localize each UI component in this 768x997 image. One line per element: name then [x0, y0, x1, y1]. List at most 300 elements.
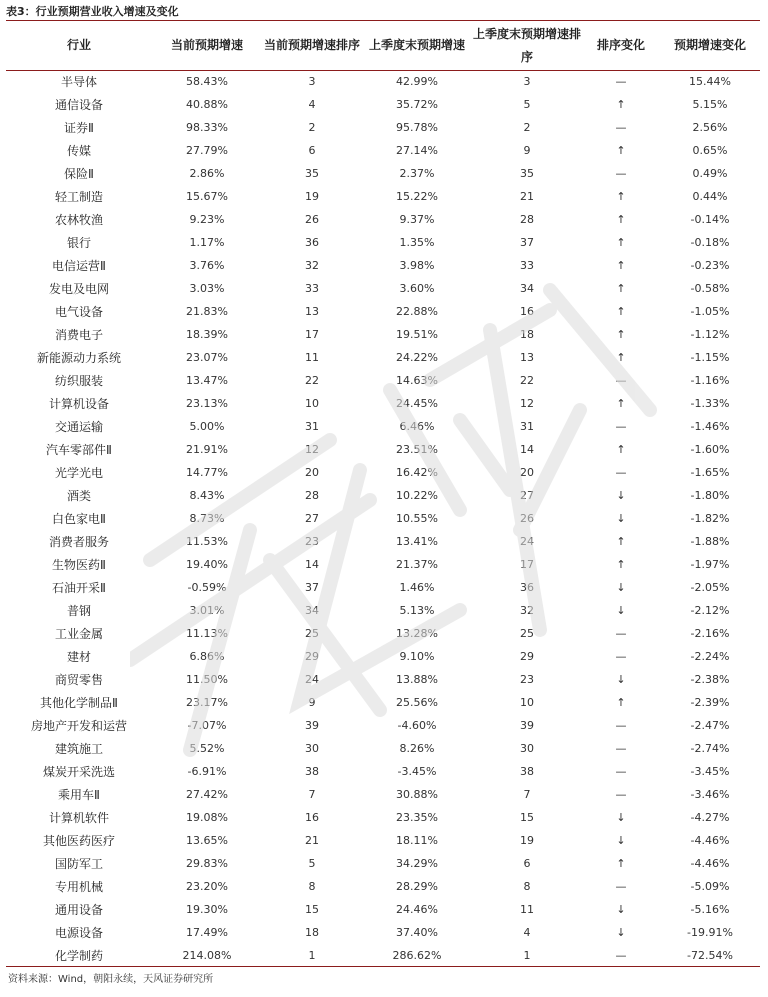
cell-current-rank: 18	[305, 926, 319, 939]
cell-rank-change: ↓	[616, 834, 626, 847]
cell-last-quarter-rank: 20	[520, 466, 534, 479]
cell-industry: 计算机设备	[48, 397, 109, 411]
cell-current-growth: 58.43%	[186, 75, 228, 88]
cell-current-growth: -6.91%	[187, 765, 227, 778]
cell-current-growth: -7.07%	[187, 719, 227, 732]
cell-growth-change: -3.45%	[690, 765, 730, 778]
cell-last-quarter-rank: 32	[520, 604, 534, 617]
cell-last-quarter-growth: 24.22%	[396, 351, 438, 364]
cell-current-rank: 26	[305, 213, 319, 226]
cell-current-growth: 11.53%	[186, 535, 228, 548]
cell-growth-change: -4.46%	[690, 857, 730, 870]
cell-last-quarter-rank: 38	[520, 765, 534, 778]
cell-last-quarter-growth: 16.42%	[396, 466, 438, 479]
table-row	[6, 530, 760, 553]
cell-industry: 化学制药	[54, 949, 103, 963]
cell-last-quarter-growth: 13.88%	[396, 673, 438, 686]
cell-last-quarter-rank: 29	[520, 650, 534, 663]
cell-last-quarter-growth: 35.72%	[396, 98, 438, 111]
cell-current-rank: 2	[308, 121, 316, 134]
cell-rank-change: ↑	[616, 259, 626, 272]
cell-current-rank: 34	[305, 604, 319, 617]
cell-rank-change: —	[615, 466, 627, 479]
cell-last-quarter-rank: 7	[523, 788, 531, 801]
cell-industry: 乘用车Ⅱ	[58, 788, 100, 802]
cell-current-growth: 1.17%	[189, 236, 225, 249]
cell-last-quarter-growth: 22.88%	[396, 305, 438, 318]
cell-rank-change: ↑	[616, 305, 626, 318]
cell-growth-change: -1.97%	[690, 558, 730, 571]
cell-growth-change: -1.60%	[690, 443, 730, 456]
cell-rank-change: —	[615, 420, 627, 433]
cell-industry: 半导体	[60, 75, 97, 89]
cell-current-rank: 33	[305, 282, 319, 295]
industry-revenue-growth-table	[6, 21, 760, 967]
cell-industry: 交通运输	[54, 420, 103, 434]
cell-industry: 消费电子	[54, 328, 103, 342]
header-last-quarter-rank: 上季度末预期增速排序	[472, 26, 581, 64]
cell-current-growth: 27.42%	[186, 788, 228, 801]
cell-rank-change: ↓	[616, 811, 626, 824]
table-row	[6, 852, 760, 875]
cell-current-growth: 8.73%	[189, 512, 225, 525]
cell-rank-change: ↓	[616, 581, 626, 594]
cell-last-quarter-rank: 9	[523, 144, 531, 157]
cell-current-growth: 40.88%	[186, 98, 228, 111]
cell-current-rank: 37	[305, 581, 319, 594]
table-row	[6, 254, 760, 277]
cell-current-growth: 27.79%	[186, 144, 228, 157]
cell-last-quarter-growth: 286.62%	[392, 949, 442, 962]
cell-rank-change: ↑	[616, 535, 626, 548]
cell-rank-change: —	[615, 788, 627, 801]
cell-current-growth: 17.49%	[186, 926, 228, 939]
table-row	[6, 231, 760, 254]
cell-rank-change: ↑	[616, 351, 626, 364]
cell-industry: 石油开采Ⅱ	[52, 581, 106, 595]
cell-last-quarter-rank: 19	[520, 834, 534, 847]
table-row	[6, 323, 760, 346]
cell-last-quarter-rank: 2	[523, 121, 531, 134]
cell-last-quarter-rank: 33	[520, 259, 534, 272]
table-row	[6, 829, 760, 852]
cell-current-rank: 19	[305, 190, 319, 203]
cell-last-quarter-rank: 5	[523, 98, 531, 111]
table-row	[6, 139, 760, 162]
cell-last-quarter-rank: 4	[523, 926, 531, 939]
cell-last-quarter-rank: 8	[523, 880, 531, 893]
table-row	[6, 691, 760, 714]
cell-industry: 通用设备	[54, 903, 103, 917]
cell-rank-change: ↑	[616, 236, 626, 249]
cell-current-growth: 23.07%	[186, 351, 228, 364]
table-row	[6, 185, 760, 208]
cell-growth-change: -2.38%	[690, 673, 730, 686]
cell-current-rank: 23	[305, 535, 319, 548]
cell-last-quarter-growth: 9.10%	[399, 650, 435, 663]
cell-growth-change: -3.46%	[690, 788, 730, 801]
cell-industry: 电源设备	[54, 926, 103, 940]
cell-industry: 电气设备	[54, 305, 103, 319]
cell-industry: 计算机软件	[48, 811, 109, 825]
table-row	[6, 346, 760, 369]
cell-rank-change: —	[615, 880, 627, 893]
cell-growth-change: -1.88%	[690, 535, 730, 548]
cell-last-quarter-rank: 24	[520, 535, 534, 548]
table-row	[6, 461, 760, 484]
cell-last-quarter-rank: 16	[520, 305, 534, 318]
cell-rank-change: —	[615, 742, 627, 755]
table-row	[6, 668, 760, 691]
cell-last-quarter-rank: 14	[520, 443, 534, 456]
cell-last-quarter-growth: 3.98%	[399, 259, 435, 272]
table-row	[6, 875, 760, 898]
cell-current-growth: 9.23%	[189, 213, 225, 226]
cell-growth-change: -2.05%	[690, 581, 730, 594]
table-row	[6, 392, 760, 415]
cell-last-quarter-rank: 15	[520, 811, 534, 824]
cell-growth-change: -1.33%	[690, 397, 730, 410]
cell-rank-change: —	[615, 374, 627, 387]
cell-current-rank: 9	[308, 696, 316, 709]
table-row	[6, 208, 760, 231]
cell-growth-change: -4.46%	[690, 834, 730, 847]
table-row	[6, 898, 760, 921]
cell-current-growth: 23.20%	[186, 880, 228, 893]
cell-current-growth: 214.08%	[182, 949, 232, 962]
cell-current-rank: 29	[305, 650, 319, 663]
cell-current-rank: 30	[305, 742, 319, 755]
cell-rank-change: ↑	[616, 98, 626, 111]
cell-rank-change: —	[615, 627, 627, 640]
cell-industry: 保险Ⅱ	[64, 167, 94, 181]
cell-growth-change: -1.05%	[690, 305, 730, 318]
cell-last-quarter-growth: 10.55%	[396, 512, 438, 525]
cell-industry: 新能源动力系统	[36, 351, 121, 365]
bottom-rule	[6, 966, 760, 967]
cell-last-quarter-growth: 23.35%	[396, 811, 438, 824]
table-row	[6, 369, 760, 392]
cell-rank-change: —	[615, 765, 627, 778]
cell-rank-change: ↑	[616, 696, 626, 709]
cell-growth-change: -5.16%	[690, 903, 730, 916]
cell-last-quarter-rank: 17	[520, 558, 534, 571]
cell-rank-change: ↑	[616, 558, 626, 571]
table-header-row	[6, 21, 760, 70]
table-row	[6, 484, 760, 507]
cell-current-rank: 15	[305, 903, 319, 916]
cell-current-growth: 98.33%	[186, 121, 228, 134]
header-growth-change: 预期增速变化	[673, 38, 746, 52]
cell-industry: 房地产开发和运营	[30, 719, 127, 733]
cell-growth-change: 0.65%	[692, 144, 728, 157]
table-row	[6, 599, 760, 622]
cell-current-growth: 2.86%	[189, 167, 225, 180]
table-row	[6, 806, 760, 829]
cell-growth-change: -4.27%	[690, 811, 730, 824]
cell-last-quarter-rank: 3	[523, 75, 531, 88]
cell-growth-change: -2.74%	[690, 742, 730, 755]
cell-current-rank: 27	[305, 512, 319, 525]
cell-current-rank: 3	[308, 75, 316, 88]
cell-last-quarter-growth: 24.45%	[396, 397, 438, 410]
cell-current-rank: 20	[305, 466, 319, 479]
cell-last-quarter-growth: 10.22%	[396, 489, 438, 502]
cell-last-quarter-rank: 36	[520, 581, 534, 594]
cell-industry: 光学光电	[54, 466, 103, 480]
cell-last-quarter-growth: 21.37%	[396, 558, 438, 571]
cell-last-quarter-growth: 5.13%	[399, 604, 435, 617]
cell-current-growth: 11.50%	[186, 673, 228, 686]
cell-growth-change: 15.44%	[689, 75, 731, 88]
cell-last-quarter-growth: 8.26%	[399, 742, 435, 755]
cell-rank-change: —	[615, 719, 627, 732]
table-body	[6, 70, 760, 967]
cell-current-growth: 21.83%	[186, 305, 228, 318]
cell-last-quarter-growth: 23.51%	[396, 443, 438, 456]
cell-last-quarter-rank: 34	[520, 282, 534, 295]
cell-last-quarter-growth: 27.14%	[396, 144, 438, 157]
cell-current-growth: 3.76%	[189, 259, 225, 272]
cell-growth-change: -1.82%	[690, 512, 730, 525]
table-row	[6, 116, 760, 139]
cell-current-rank: 21	[305, 834, 319, 847]
cell-rank-change: ↓	[616, 673, 626, 686]
cell-growth-change: -1.15%	[690, 351, 730, 364]
cell-current-growth: 3.01%	[189, 604, 225, 617]
cell-rank-change: ↑	[616, 144, 626, 157]
cell-growth-change: -72.54%	[687, 949, 733, 962]
cell-growth-change: -1.65%	[690, 466, 730, 479]
cell-current-rank: 17	[305, 328, 319, 341]
cell-last-quarter-growth: -4.60%	[397, 719, 437, 732]
cell-last-quarter-growth: 3.60%	[399, 282, 435, 295]
table-row	[6, 162, 760, 185]
cell-current-growth: 5.52%	[189, 742, 225, 755]
cell-last-quarter-rank: 39	[520, 719, 534, 732]
cell-rank-change: —	[615, 75, 627, 88]
cell-last-quarter-growth: -3.45%	[397, 765, 437, 778]
cell-last-quarter-growth: 25.56%	[396, 696, 438, 709]
cell-last-quarter-rank: 37	[520, 236, 534, 249]
cell-current-growth: 19.30%	[186, 903, 228, 916]
cell-industry: 其他医药医疗	[42, 834, 115, 848]
table-row	[6, 576, 760, 599]
cell-last-quarter-growth: 30.88%	[396, 788, 438, 801]
table-title: 表3：行业预期营业收入增速及变化	[6, 5, 179, 18]
cell-rank-change: —	[615, 121, 627, 134]
cell-growth-change: -1.46%	[690, 420, 730, 433]
table-row	[6, 783, 760, 806]
cell-current-rank: 12	[305, 443, 319, 456]
cell-growth-change: -2.47%	[690, 719, 730, 732]
cell-last-quarter-rank: 25	[520, 627, 534, 640]
cell-last-quarter-rank: 13	[520, 351, 534, 364]
cell-industry: 建材	[66, 650, 91, 664]
cell-current-rank: 38	[305, 765, 319, 778]
cell-last-quarter-rank: 22	[520, 374, 534, 387]
source-note: 资料来源：Wind，朝阳永续，天风证券研究所	[8, 974, 214, 985]
cell-current-rank: 5	[308, 857, 316, 870]
cell-growth-change: -1.12%	[690, 328, 730, 341]
cell-current-rank: 39	[305, 719, 319, 732]
cell-last-quarter-rank: 30	[520, 742, 534, 755]
cell-rank-change: ↓	[616, 512, 626, 525]
cell-rank-change: —	[615, 167, 627, 180]
cell-current-rank: 8	[308, 880, 316, 893]
cell-growth-change: -19.91%	[687, 926, 733, 939]
table-row	[6, 645, 760, 668]
cell-current-growth: 15.67%	[186, 190, 228, 203]
cell-current-growth: 14.77%	[186, 466, 228, 479]
cell-industry: 电信运营Ⅱ	[52, 259, 106, 273]
cell-last-quarter-rank: 11	[520, 903, 534, 916]
cell-industry: 证券Ⅱ	[64, 121, 94, 135]
cell-industry: 纺织服装	[54, 374, 103, 388]
cell-current-growth: 13.65%	[186, 834, 228, 847]
table-row	[6, 507, 760, 530]
cell-last-quarter-growth: 1.46%	[399, 581, 435, 594]
cell-current-growth: 29.83%	[186, 857, 228, 870]
table-row	[6, 921, 760, 944]
cell-growth-change: -0.23%	[690, 259, 730, 272]
cell-current-rank: 32	[305, 259, 319, 272]
table-row	[6, 737, 760, 760]
cell-last-quarter-growth: 24.46%	[396, 903, 438, 916]
cell-current-growth: 5.00%	[189, 420, 225, 433]
cell-last-quarter-growth: 18.11%	[396, 834, 438, 847]
cell-last-quarter-growth: 28.29%	[396, 880, 438, 893]
table-row	[6, 760, 760, 783]
cell-growth-change: -5.09%	[690, 880, 730, 893]
cell-current-rank: 14	[305, 558, 319, 571]
cell-last-quarter-growth: 1.35%	[399, 236, 435, 249]
cell-last-quarter-growth: 34.29%	[396, 857, 438, 870]
cell-last-quarter-rank: 18	[520, 328, 534, 341]
cell-last-quarter-rank: 6	[523, 857, 531, 870]
cell-last-quarter-growth: 2.37%	[399, 167, 435, 180]
cell-current-growth: 19.08%	[186, 811, 228, 824]
cell-industry: 酒类	[66, 489, 91, 503]
cell-current-growth: 23.13%	[186, 397, 228, 410]
cell-industry: 国防军工	[54, 857, 103, 871]
cell-industry: 银行	[66, 236, 91, 250]
header-current-rank: 当前预期增速排序	[263, 38, 360, 52]
cell-industry: 轻工制造	[54, 190, 103, 204]
cell-current-rank: 28	[305, 489, 319, 502]
cell-rank-change: ↓	[616, 604, 626, 617]
cell-growth-change: -0.18%	[690, 236, 730, 249]
table-row	[6, 622, 760, 645]
cell-rank-change: ↑	[616, 190, 626, 203]
cell-last-quarter-growth: 13.28%	[396, 627, 438, 640]
cell-industry: 通信设备	[54, 98, 103, 112]
cell-rank-change: ↑	[616, 282, 626, 295]
table-row	[6, 277, 760, 300]
cell-growth-change: -0.58%	[690, 282, 730, 295]
cell-rank-change: ↑	[616, 443, 626, 456]
cell-current-growth: -0.59%	[187, 581, 227, 594]
cell-growth-change: -2.39%	[690, 696, 730, 709]
cell-last-quarter-growth: 19.51%	[396, 328, 438, 341]
cell-industry: 消费者服务	[48, 535, 109, 549]
cell-last-quarter-rank: 35	[520, 167, 534, 180]
cell-last-quarter-growth: 14.63%	[396, 374, 438, 387]
cell-current-rank: 16	[305, 811, 319, 824]
cell-current-rank: 1	[308, 949, 316, 962]
header-current-growth: 当前预期增速	[170, 38, 243, 52]
cell-growth-change: 0.44%	[692, 190, 728, 203]
cell-current-rank: 24	[305, 673, 319, 686]
cell-rank-change: ↓	[616, 926, 626, 939]
cell-current-rank: 13	[305, 305, 319, 318]
cell-last-quarter-growth: 95.78%	[396, 121, 438, 134]
cell-current-rank: 7	[308, 788, 316, 801]
cell-last-quarter-rank: 26	[520, 512, 534, 525]
cell-current-rank: 31	[305, 420, 319, 433]
cell-rank-change: —	[615, 650, 627, 663]
cell-rank-change: ↑	[616, 397, 626, 410]
cell-current-rank: 11	[305, 351, 319, 364]
cell-last-quarter-growth: 37.40%	[396, 926, 438, 939]
cell-current-growth: 6.86%	[189, 650, 225, 663]
cell-last-quarter-rank: 1	[523, 949, 531, 962]
cell-rank-change: ↓	[616, 489, 626, 502]
table-row	[6, 944, 760, 967]
cell-last-quarter-rank: 12	[520, 397, 534, 410]
cell-last-quarter-rank: 23	[520, 673, 534, 686]
cell-growth-change: -2.12%	[690, 604, 730, 617]
cell-current-rank: 6	[308, 144, 316, 157]
cell-current-growth: 13.47%	[186, 374, 228, 387]
cell-growth-change: -1.80%	[690, 489, 730, 502]
cell-industry: 生物医药Ⅱ	[52, 558, 106, 572]
cell-growth-change: 0.49%	[692, 167, 728, 180]
cell-rank-change: —	[615, 949, 627, 962]
cell-growth-change: -0.14%	[690, 213, 730, 226]
cell-industry: 其他化学制品Ⅱ	[40, 696, 118, 710]
cell-industry: 白色家电Ⅱ	[52, 512, 106, 526]
cell-industry: 商贸零售	[54, 673, 103, 687]
cell-last-quarter-growth: 6.46%	[399, 420, 435, 433]
cell-current-growth: 8.43%	[189, 489, 225, 502]
cell-last-quarter-rank: 28	[520, 213, 534, 226]
table-row	[6, 415, 760, 438]
cell-last-quarter-growth: 13.41%	[396, 535, 438, 548]
cell-current-rank: 36	[305, 236, 319, 249]
cell-industry: 普钢	[66, 604, 91, 618]
cell-industry: 传媒	[66, 144, 91, 158]
cell-rank-change: ↑	[616, 328, 626, 341]
cell-last-quarter-growth: 42.99%	[396, 75, 438, 88]
cell-current-rank: 22	[305, 374, 319, 387]
cell-current-rank: 35	[305, 167, 319, 180]
table-row	[6, 714, 760, 737]
table-row	[6, 438, 760, 461]
cell-last-quarter-rank: 10	[520, 696, 534, 709]
header-industry: 行业	[66, 38, 91, 52]
cell-industry: 农林牧渔	[54, 213, 103, 227]
cell-current-growth: 23.17%	[186, 696, 228, 709]
table-row	[6, 553, 760, 576]
cell-current-rank: 10	[305, 397, 319, 410]
cell-growth-change: -1.16%	[690, 374, 730, 387]
header-last-quarter-growth: 上季度末预期增速	[368, 38, 465, 52]
cell-rank-change: ↓	[616, 903, 626, 916]
cell-industry: 建筑施工	[54, 742, 103, 756]
cell-industry: 煤炭开采洗选	[42, 765, 115, 779]
cell-last-quarter-growth: 9.37%	[399, 213, 435, 226]
